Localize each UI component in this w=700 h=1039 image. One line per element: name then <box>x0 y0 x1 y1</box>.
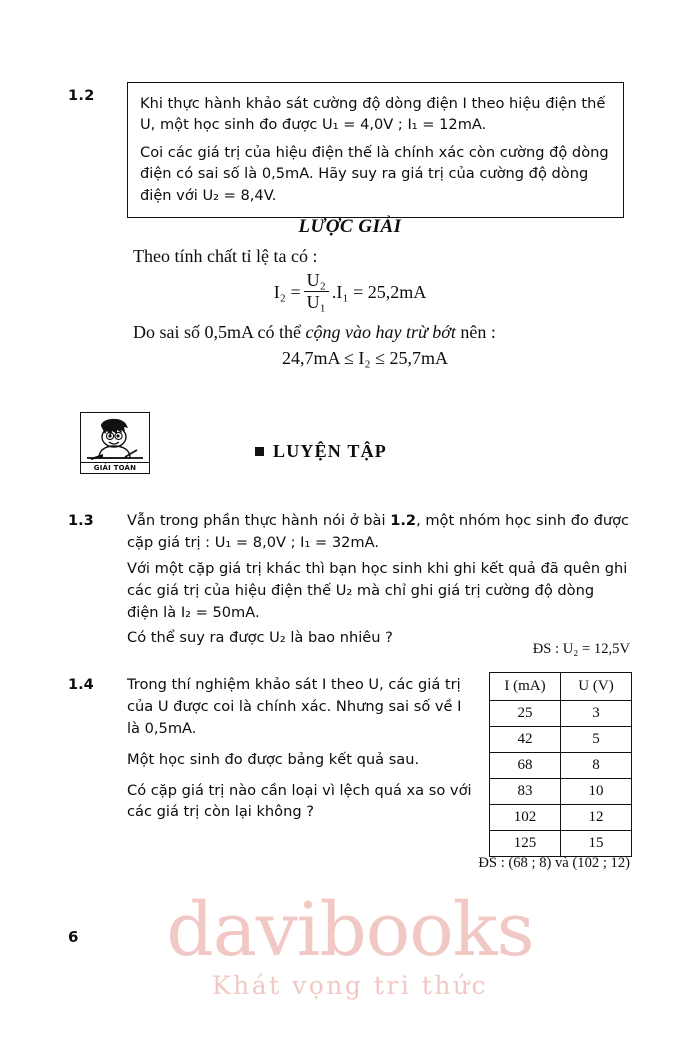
table-cell-current: 68 <box>490 753 561 779</box>
solution-title: LƯỢC GIẢI <box>298 216 402 237</box>
problem-1-2-paragraph-2: Coi các giá trị của hiệu điện thế là chính xác còn cường độ dòng điện có sai số là 0,5mA. Hãy suy ra giá trị của cường độ dòng điện với U₂ = 8,4V. <box>140 144 609 204</box>
table-row <box>490 779 632 805</box>
table-cell-current: 25 <box>490 701 561 727</box>
formula-rhs: .I₁ = 25,2mA <box>331 281 427 302</box>
table-header-row <box>490 673 632 701</box>
solution-line-3: 24,7mA ≤ I₂ ≤ 25,7mA <box>281 348 449 368</box>
formula-lhs: I₂ = <box>273 281 301 302</box>
mascot-label: GIẢI TOÁN <box>81 462 149 473</box>
table-cell-current: 83 <box>490 779 561 805</box>
table-row <box>490 753 632 779</box>
problem-1-3-paragraph-3: Có thể suy ra được U₂ là bao nhiêu ? <box>127 629 393 647</box>
table-cell-voltage: 15 <box>561 831 632 857</box>
measurement-table <box>489 672 632 857</box>
table-cell-voltage: 12 <box>561 805 632 831</box>
table-cell-voltage: 8 <box>561 753 632 779</box>
problem-1-3-p1-ref: 1.2 <box>390 512 417 529</box>
formula-fraction <box>304 271 329 312</box>
formula-fraction-numerator: U₂ <box>306 270 326 290</box>
table-cell-current: 125 <box>490 831 561 857</box>
page-number: 6 <box>68 928 79 946</box>
formula-fraction-denominator: U₁ <box>304 291 329 312</box>
problem-1-4-answer: ĐS : (68 ; 8) và (102 ; 12) <box>478 855 630 871</box>
table-cell-voltage: 5 <box>561 727 632 753</box>
table-header-voltage: U (V) <box>561 673 632 701</box>
square-bullet-icon <box>255 447 264 456</box>
watermark-main-text: davibooks <box>166 887 534 973</box>
table-cell-voltage: 3 <box>561 701 632 727</box>
problem-1-4-paragraph-3: Có cặp giá trị nào cần loại vì lệch quá xa so với các giá trị còn lại không ? <box>127 781 472 821</box>
problem-1-3-answer: ĐS : U₂ = 12,5V <box>532 641 630 657</box>
table-cell-current: 42 <box>490 727 561 753</box>
solution-line-2-post: nên : <box>455 322 496 342</box>
table-cell-current: 102 <box>490 805 561 831</box>
problem-1-3-p1-post: , một nhóm học sinh đo được cặp giá trị : U₁ = 8,0V ; I₁ = 32mA. <box>127 512 630 551</box>
solution-formula <box>0 272 700 313</box>
problem-1-2-paragraph-1: Khi thực hành khảo sát cường độ dòng điện I theo hiệu điện thế U, một học sinh đo được U₁ = 4,0V ; I₁ = 12mA. <box>140 95 606 134</box>
problem-1-3-paragraph-2: Với một cặp giá trị khác thì bạn học sinh khi ghi kết quả đã quên ghi các giá trị của hiệu điện thế U₂ mà chỉ ghi giá trị cường độ dòng điện là I₂ = 50mA. <box>127 559 628 621</box>
problem-1-3-p1-pre: Vẫn trong phần thực hành nói ở bài <box>127 512 391 529</box>
problem-1-4-number: 1.4 <box>68 677 94 693</box>
problem-1-2-number: 1.2 <box>68 88 95 104</box>
watermark <box>0 887 700 1001</box>
problem-1-4-paragraph-1: Trong thí nghiệm khảo sát I theo U, các giá trị của U được coi là chính xác. Nhưng sai số về I là 0,5mA. <box>127 676 462 737</box>
solution-line-2 <box>133 322 496 343</box>
problem-1-4-paragraph-2: Một học sinh đo được bảng kết quả sau. <box>127 750 420 768</box>
solution-line-2-italic: cộng vào hay trừ bớt <box>305 322 456 342</box>
table-row <box>490 805 632 831</box>
problem-1-3-number: 1.3 <box>68 513 94 529</box>
table-row <box>490 831 632 857</box>
solution-line-2-pre: Do sai số 0,5mA có thể <box>133 322 306 342</box>
mascot-box <box>80 412 150 474</box>
table-row <box>490 727 632 753</box>
practice-heading-label: LUYỆN TẬP <box>273 441 387 461</box>
problem-1-2-box <box>127 82 624 218</box>
table-cell-voltage: 10 <box>561 779 632 805</box>
table-row <box>490 701 632 727</box>
solution-line-1: Theo tính chất tỉ lệ ta có : <box>133 246 318 266</box>
problem-1-4-body <box>127 674 472 832</box>
problem-1-3-paragraph-1 <box>127 510 630 554</box>
problem-1-3-body <box>127 510 630 653</box>
practice-heading <box>255 441 387 462</box>
watermark-sub-text: Khát vọng tri thức <box>211 971 489 1001</box>
table-header-current: I (mA) <box>490 673 561 701</box>
